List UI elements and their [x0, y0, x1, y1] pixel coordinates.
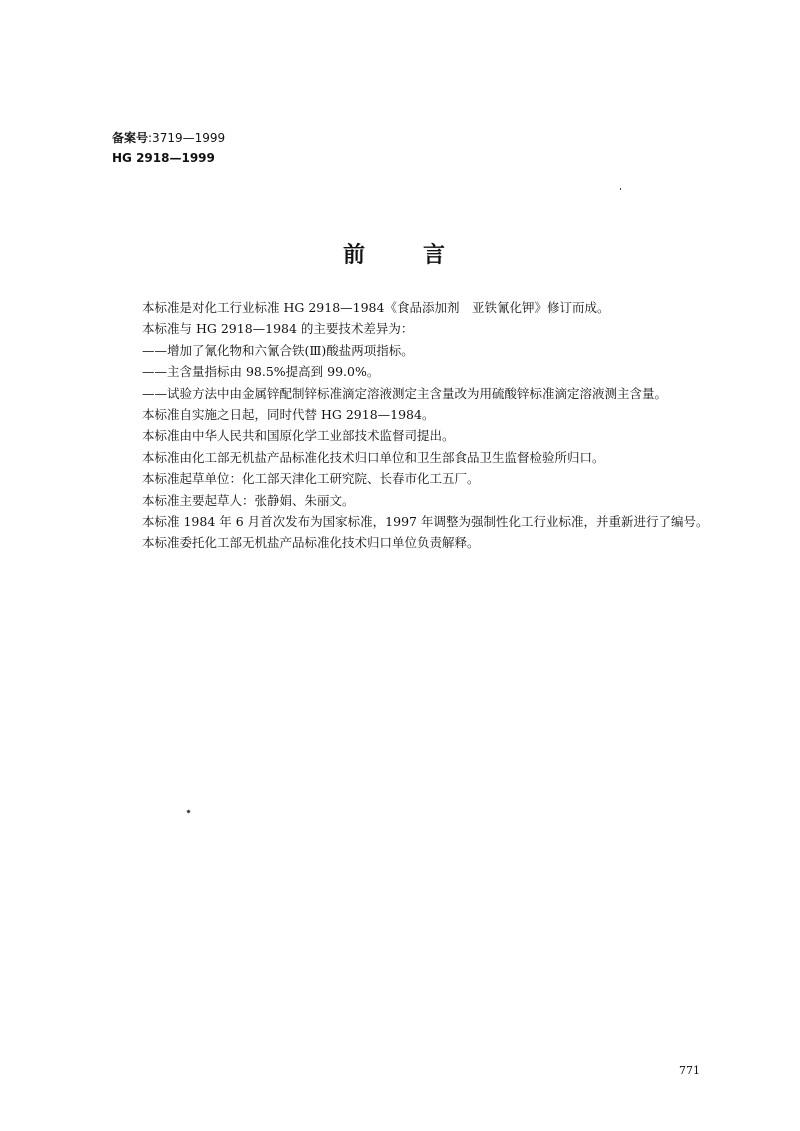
paragraph: ——主含量指标由 98.5%提高到 99.0%。: [142, 364, 380, 380]
page-number: 771: [679, 1064, 700, 1077]
paragraph: 本标准 1984 年 6 月首次发布为国家标准，1997 年调整为强制性化工行业标准，并重新进行了编号。: [142, 514, 709, 530]
document-header: [112, 128, 225, 168]
paragraph: ——增加了氰化物和六氰合铁(Ⅲ)酸盐两项指标。: [142, 342, 414, 358]
page-title: 前言: [342, 242, 503, 268]
record-label: 备案号: [112, 131, 149, 145]
scan-speck: [620, 188, 621, 190]
scan-speck: [186, 809, 190, 813]
paragraph: 本标准与 HG 2918—1984 的主要技术差异为：: [142, 321, 414, 337]
paragraph: ——试验方法中由金属锌配制锌标准滴定溶液测定主含量改为用硫酸锌标准滴定溶液测主含量。: [142, 385, 668, 401]
paragraph: 本标准由化工部无机盐产品标准化技术归口单位和卫生部食品卫生监督检验所归口。: [142, 449, 605, 465]
standard-code: HG 2918—1999: [112, 151, 215, 165]
paragraph: 本标准主要起草人：张静娟、朱丽文。: [142, 492, 355, 508]
record-number-line: [112, 128, 225, 148]
paragraph: 本标准委托化工部无机盐产品标准化技术归口单位负责解释。: [142, 535, 480, 551]
paragraph: 本标准由中华人民共和国原化学工业部技术监督司提出。: [142, 428, 455, 444]
paragraph: 本标准自实施之日起，同时代替 HG 2918—1984。: [142, 407, 435, 423]
paragraph: 本标准起草单位：化工部天津化工研究院、长春市化工五厂。: [142, 471, 480, 487]
record-number: :3719—1999: [148, 131, 226, 145]
paragraph: 本标准是对化工行业标准 HG 2918—1984《食品添加剂 亚铁氰化钾》修订而成。: [142, 300, 610, 315]
foreword-body: [112, 297, 742, 554]
